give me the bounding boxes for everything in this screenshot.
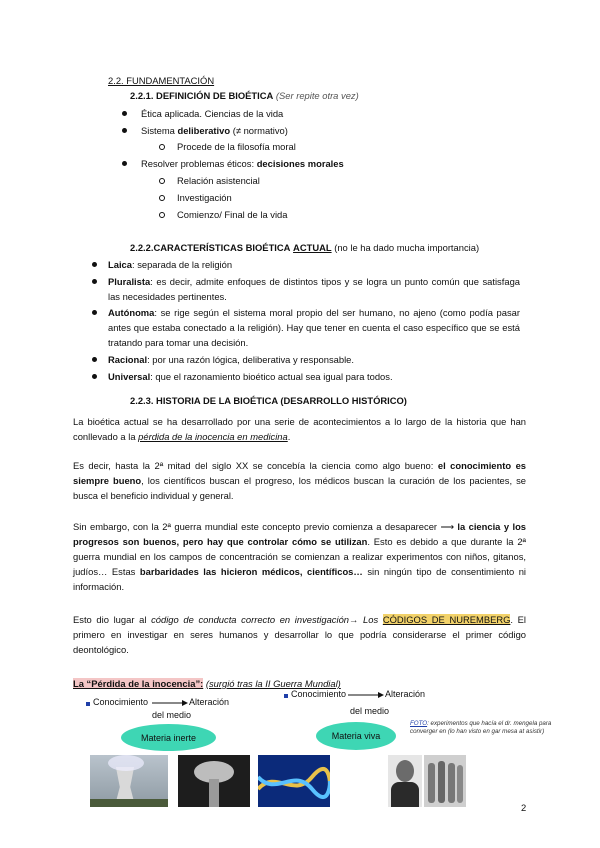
left-alteration: Alteración <box>189 697 230 707</box>
page-number: 2 <box>521 802 527 813</box>
definition-title <box>130 88 359 103</box>
characteristics-title-underlined: ACTUAL <box>293 242 332 253</box>
p3-end: sin ningún tipo de consentimiento ni información. <box>73 566 526 592</box>
characteristics-note: (no le ha dado mucha importancia) <box>334 242 480 253</box>
p4-rest: . El primero en investigar en seres humanos y desarrollar lo que podría considerarse el primer código deontológico. <box>73 614 527 655</box>
left-medium: del medio <box>152 710 192 720</box>
figure-title-text: La “Pérdida de la inocencia”: <box>73 678 204 689</box>
section-heading: 2.2. FUNDAMENTACIÓN <box>108 75 215 86</box>
dna-helix-image <box>258 755 330 807</box>
portrait-image <box>388 755 422 807</box>
arrow-right-icon <box>348 691 384 699</box>
def-subitem-4: Comienzo/ Final de la vida <box>177 209 288 220</box>
char-term: Racional <box>108 354 148 365</box>
p2-text: Es decir, hasta la 2ª mitad del siglo XX se concebía la ciencia como algo bueno: <box>73 460 434 471</box>
right-alteration: Alteración <box>385 689 426 699</box>
char-term: Autónoma <box>108 307 155 318</box>
def-item-2-a: Sistema <box>141 125 175 136</box>
def-subitem-3: Investigación <box>177 192 232 203</box>
p3-bold-2: barbaridades las hicieron médicos, científicos… <box>139 566 363 577</box>
characteristics-title <box>130 240 479 255</box>
char-item-pluralista <box>108 274 520 304</box>
def-subitem-2: Relación asistencial <box>177 175 260 186</box>
bullet-icon <box>92 310 97 315</box>
sub-bullet-icon <box>159 212 165 218</box>
def-subitem-1: Procede de la filosofía moral <box>177 141 296 152</box>
definition-note: (Ser repite otra vez) <box>275 90 359 101</box>
prisoners-photo-image <box>424 755 466 807</box>
nuclear-plant-image <box>90 755 168 807</box>
oval-materia-viva: Materia viva <box>316 722 396 750</box>
characteristics-title-text: 2.2.2.CARACTERÍSTICAS BIOÉTICA <box>130 242 291 253</box>
char-text: : que el razonamiento bioético actual sea igual para todos. <box>150 371 393 382</box>
p3-rest: . Esto es debido a que durante la 2ª guerra mundial en los campos de concentración se comienzan a realizar experimentos con niños, gitanos, judíos… Estas <box>73 536 526 577</box>
history-paragraph-4 <box>73 612 526 657</box>
p2-rest: , los científicos buscan el progreso, los médicos buscan la curación de los pacientes, se busca el beneficio individual y general. <box>73 475 526 501</box>
bullet-icon <box>122 128 127 133</box>
history-paragraph-3 <box>73 519 526 594</box>
char-text: : se rige según el sistema moral propio del ser humano, no ajeno (como podía pasar antes que estaba conectado a la religión). Hay que tener en cuenta el caso específico que se está tratando para tomar una decisión. <box>108 307 520 348</box>
p1-end: . <box>287 431 291 442</box>
char-item-racional <box>108 352 520 367</box>
history-paragraph-2 <box>73 458 526 503</box>
p4-text: Esto dio lugar al <box>73 614 147 625</box>
p3-text: Sin embargo, con la 2ª guerra mundial este concepto previo comienza a desaparecer ⟶ <box>73 521 454 532</box>
def-item-3 <box>141 156 344 171</box>
bullet-icon <box>92 279 97 284</box>
def-item-3-b: decisiones morales <box>256 158 344 169</box>
bullet-icon <box>92 357 97 362</box>
p3-bold: la ciencia y los progresos son buenos, pero hay que controlar cómo se utilizan <box>73 521 527 547</box>
def-item-2-c: (≠ normativo) <box>232 125 288 136</box>
bullet-icon <box>92 262 97 267</box>
bullet-icon <box>122 111 127 116</box>
def-item-3-a: Resolver problemas éticos: <box>141 158 255 169</box>
definition-title-text: 2.2.1. DEFINICIÓN DE BIOÉTICA <box>130 90 274 101</box>
bullet-icon <box>122 161 127 166</box>
def-item-1: Ética aplicada. Ciencias de la vida <box>141 108 284 119</box>
sub-bullet-icon <box>159 178 165 184</box>
p4-italic: código de conducta correcto en investigación→ Los <box>151 614 379 625</box>
right-medium: del medio <box>350 706 390 716</box>
sub-bullet-icon <box>159 144 165 150</box>
sub-bullet-icon <box>159 195 165 201</box>
char-term: Pluralista <box>108 276 151 287</box>
history-paragraph-1 <box>73 414 526 444</box>
diagram-bullet-icon <box>86 702 90 706</box>
char-text: : separada de la religión <box>131 259 233 270</box>
p1-emphasis: pérdida de la inocencia en medicina <box>138 431 288 442</box>
bullet-icon <box>92 374 97 379</box>
history-title: 2.2.3. HISTORIA DE LA BIOÉTICA (DESARROLLO HISTÓRICO) <box>130 395 407 406</box>
arrow-right-icon <box>152 699 188 707</box>
foto-caption <box>410 720 560 736</box>
char-item-universal <box>108 369 520 384</box>
char-text: : por una razón lógica, deliberativa y responsable. <box>147 354 354 365</box>
def-item-2 <box>141 123 288 138</box>
char-term: Laica <box>108 259 132 270</box>
foto-text: : experimentos que hacía el dr. mengela para converger en (lo han visto en gar mesa at asistir) <box>410 720 552 735</box>
char-text: : es decir, admite enfoques de distintos tipos y se logra un punto común que satisfaga las necesidades pertinentes. <box>108 276 520 302</box>
char-term: Universal <box>108 371 151 382</box>
char-item-laica <box>108 257 520 272</box>
nuremberg-highlight: CÓDIGOS DE NUREMBERG <box>382 614 511 625</box>
diagram-bullet-icon <box>284 694 288 698</box>
figure-subtitle: (surgió tras la II Guerra Mundial) <box>205 678 341 689</box>
left-knowledge: Conocimiento <box>93 697 149 707</box>
oval-materia-inerte: Materia inerte <box>121 724 216 751</box>
p2-bold: el conocimiento es siempre bueno <box>73 460 526 486</box>
char-item-autonoma <box>108 305 520 350</box>
nuclear-explosion-image <box>178 755 250 807</box>
p1-text: La bioética actual se ha desarrollado por una serie de acontecimientos a lo largo de la historia que han conllevado a la <box>73 416 526 442</box>
foto-label: FOTO <box>410 720 428 727</box>
def-item-2-b: deliberativo <box>177 125 231 136</box>
right-knowledge: Conocimiento <box>291 689 347 699</box>
